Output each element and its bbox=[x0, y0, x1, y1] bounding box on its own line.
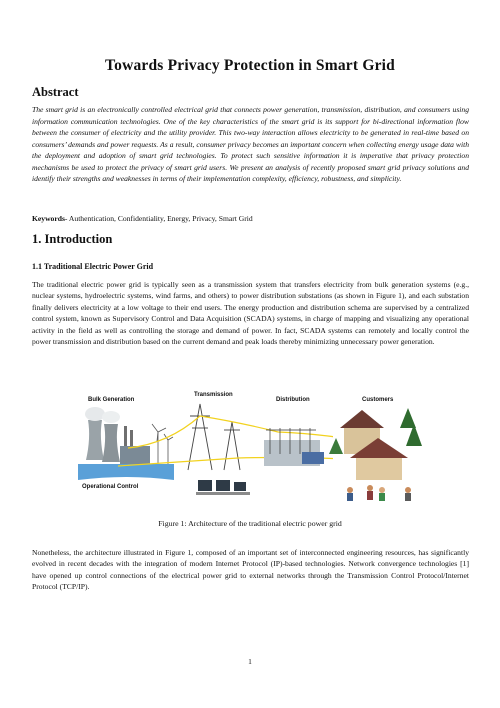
body-paragraph-2: Nonetheless, the architecture illustrated in Figure 1, composed of an important set of interconnected engineering resources, has significantly evolved in recent decades with the integration of modern Internet Protocol (IP)-based technologies. Network convergence technologies [1] have opened up control connections of the electrical power grid to external networks through the Transmission Control Protocol/Internet Protocol (TCP/IP). bbox=[32, 548, 469, 592]
figure-caption: Figure 1: Architecture of the traditional electric power grid bbox=[158, 519, 342, 528]
abstract-text: The smart grid is an electronically controlled electrical grid that connects power generation, transmission, distribution, and consumers using information communication technologies. One of the key characteristics of the smart grid is its support for bi-directional information flow between the consumer of electricity and the utility provider. This two-way interaction allows electricity to be generated in real-time based on consumers’ demands and power requests. As a result, consumer privacy becomes an important concern when collecting energy usage data with the deployment and adoption of smart grid technologies. To protect such sensitive information it is imperative that privacy protection mechanisms be used to protect the privacy of smart grid users. We present an analysis of recently proposed smart grid privacy solutions and identify their strengths and weaknesses in terms of their implementation complexity, efficiency, robustness, and simplicity. bbox=[32, 105, 469, 183]
customers-panel bbox=[329, 388, 425, 506]
body-paragraph-1: The traditional electric power grid is typically seen as a transmission system that transfers electricity from bulk generation systems (e.g., nuclear systems, hydroelectric systems, wind farms, and others) to power distribution substations (as shown in Figure 1), and each substation finally delivers electricity at a low voltage to their end users. The energy production and distribution schema are supervised by a centralized control system, known as Supervisory Control and Data Acquisition (SCADA) systems, in charge of mapping and visualizing any operational activity in the field as well as controlling the storage and demand of power. In fact, SCADA systems can remotely and locally control the power transmission and distribution based on the current demand and peak loads thereby minimizing unnecessary power generation. bbox=[32, 280, 469, 347]
label-distribution: Distribution bbox=[276, 397, 310, 403]
power-plant-icon bbox=[120, 446, 150, 464]
house-icon bbox=[356, 458, 402, 480]
keywords-label: Keywords bbox=[32, 214, 65, 223]
transformer-icon bbox=[302, 452, 324, 464]
distribution-panel bbox=[264, 397, 324, 466]
label-customers: Customers bbox=[362, 397, 394, 403]
paper-title: Towards Privacy Protection in Smart Grid bbox=[105, 57, 395, 74]
page-number: 1 bbox=[248, 657, 252, 666]
figure-1-power-grid bbox=[78, 388, 425, 506]
bulk-generation-panel bbox=[78, 388, 174, 506]
keywords-text: - Authentication, Confidentiality, Energy, Privacy, Smart Grid bbox=[64, 214, 253, 223]
label-bulk-generation: Bulk Generation bbox=[88, 397, 135, 403]
abstract-heading: Abstract bbox=[32, 85, 79, 99]
label-transmission: Transmission bbox=[194, 392, 233, 398]
keywords-line bbox=[32, 214, 469, 223]
label-operational-control: Operational Control bbox=[82, 484, 139, 490]
monitor-icon bbox=[198, 480, 212, 491]
monitor-icon bbox=[234, 482, 246, 491]
desk-icon bbox=[196, 492, 250, 495]
subsection-heading: 1.1 Traditional Electric Power Grid bbox=[32, 262, 154, 271]
section-heading: 1. Introduction bbox=[32, 232, 113, 246]
monitor-icon bbox=[216, 480, 230, 491]
control-workstations bbox=[196, 480, 250, 495]
